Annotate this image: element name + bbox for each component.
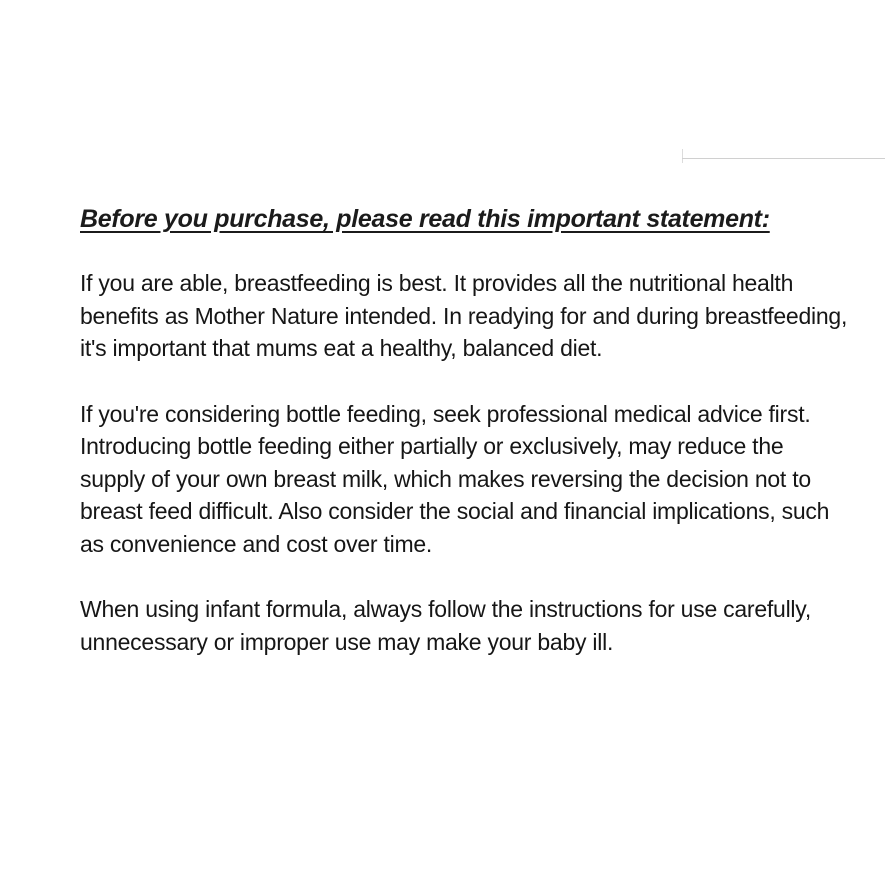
- statement-document: [80, 203, 852, 658]
- statement-heading: Before you purchase, please read this important statement:: [80, 205, 770, 233]
- statement-paragraph-infant-formula: When using infant formula, always follow the instructions for use carefully, unnecessary or improper use may make your baby ill.: [80, 596, 811, 655]
- divider-tick-mark: [682, 149, 683, 163]
- divider-line: [682, 158, 885, 159]
- statement-paragraph-bottle-feeding: If you're considering bottle feeding, seek professional medical advice first. Introducing bottle feeding either partially or exclusively, may reduce the supply of your own breast milk, which makes reversing the decision not to breast feed difficult. Also consider the social and financial implications, such as convenience and cost over time.: [80, 400, 830, 557]
- statement-paragraph-breastfeeding: If you are able, breastfeeding is best. It provides all the nutritional health benefits as Mother Nature intended. In readying for and during breastfeeding, it's important that mums eat a healthy, balanced diet.: [80, 270, 848, 361]
